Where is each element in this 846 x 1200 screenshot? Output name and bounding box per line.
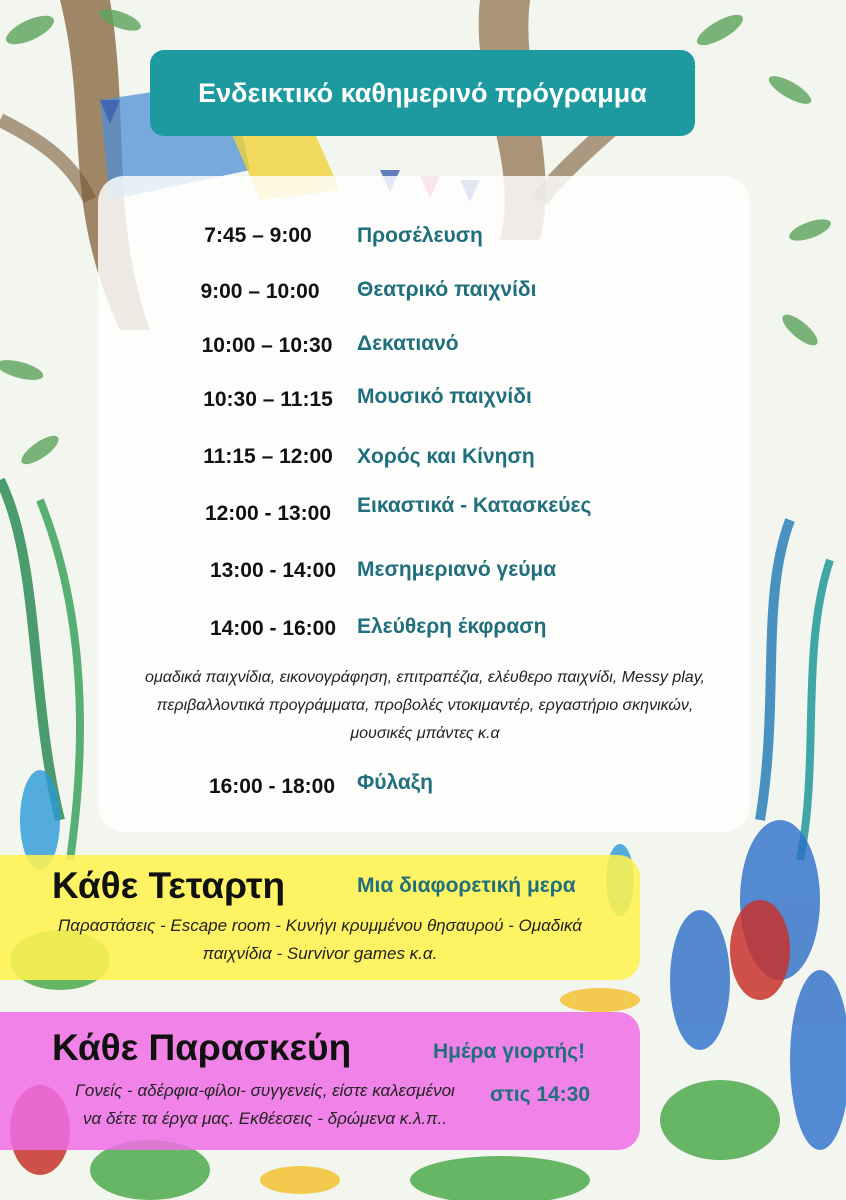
free-expression-note bbox=[130, 664, 720, 748]
schedule-activity: Δεκατιανό bbox=[357, 332, 459, 355]
schedule-time: 10:30 – 11:15 bbox=[203, 388, 333, 411]
schedule-activity: Φύλαξη bbox=[357, 771, 433, 794]
schedule-activity: Προσέλευση bbox=[357, 224, 483, 247]
schedule-time: 11:15 – 12:00 bbox=[203, 445, 333, 468]
note-line: ομαδικά παιχνίδια, εικονογράφηση, επιτραπέζια, ελέυθερο παιχνίδι, Messy play, bbox=[145, 669, 705, 686]
wednesday-subtitle: Μια διαφορετική μερα bbox=[357, 874, 576, 897]
schedule-time: 10:00 – 10:30 bbox=[201, 334, 333, 357]
note-line: περιβαλλοντικά προγράμματα, προβολές ντοκιμαντέρ, εργαστήριο σκηνικών, bbox=[156, 697, 694, 714]
friday-line: Γονείς - αδέρφια-φίλοι- συγγενείς, είστε καλεσμένοι bbox=[75, 1081, 455, 1100]
friday-line: να δέτε τα έργα μας. Εκθέεσεις - δρώμενα κ.λ.π.. bbox=[83, 1109, 447, 1128]
schedule-activity: Θεατρικό παιχνίδι bbox=[357, 278, 537, 301]
schedule-activity: Εικαστικά - Κατασκεύες bbox=[357, 494, 592, 517]
friday-time: στις 14:30 bbox=[490, 1083, 591, 1106]
friday-subtitle: Ημέρα γιορτής! bbox=[433, 1040, 586, 1063]
schedule-time: 13:00 - 14:00 bbox=[209, 559, 337, 582]
schedule-activity: Χορός και Κίνηση bbox=[357, 445, 535, 468]
schedule-activity: Μουσικό παιχνίδι bbox=[357, 385, 532, 408]
friday-heading: Κάθε Παρασκεύη bbox=[52, 1027, 352, 1068]
schedule-activity: Ελεύθερη έκφραση bbox=[357, 615, 547, 638]
note-line: μουσικές μπάντες κ.α bbox=[350, 725, 500, 742]
schedule-time: 16:00 - 18:00 bbox=[208, 775, 336, 798]
schedule-time: 9:00 – 10:00 bbox=[200, 280, 320, 303]
wednesday-line: παιχνίδια - Survivor games κ.α. bbox=[202, 944, 438, 963]
schedule-time: 14:00 - 16:00 bbox=[209, 617, 337, 640]
schedule-time: 12:00 - 13:00 bbox=[204, 502, 332, 525]
schedule-time: 7:45 – 9:00 bbox=[204, 224, 312, 247]
wednesday-line: Παραστάσεις - Escape room - Κυνήγι κρυμμένου θησαυρού - Ομαδικά bbox=[57, 916, 583, 935]
wednesday-heading: Κάθε Τεταρτη bbox=[52, 865, 286, 906]
page-title: Ενδεικτικό καθημερινό πρόγραμμα bbox=[150, 50, 695, 136]
schedule-activity: Μεσημεριανό γεύμα bbox=[357, 558, 557, 581]
friday-description bbox=[40, 1077, 490, 1133]
wednesday-description bbox=[20, 912, 620, 968]
